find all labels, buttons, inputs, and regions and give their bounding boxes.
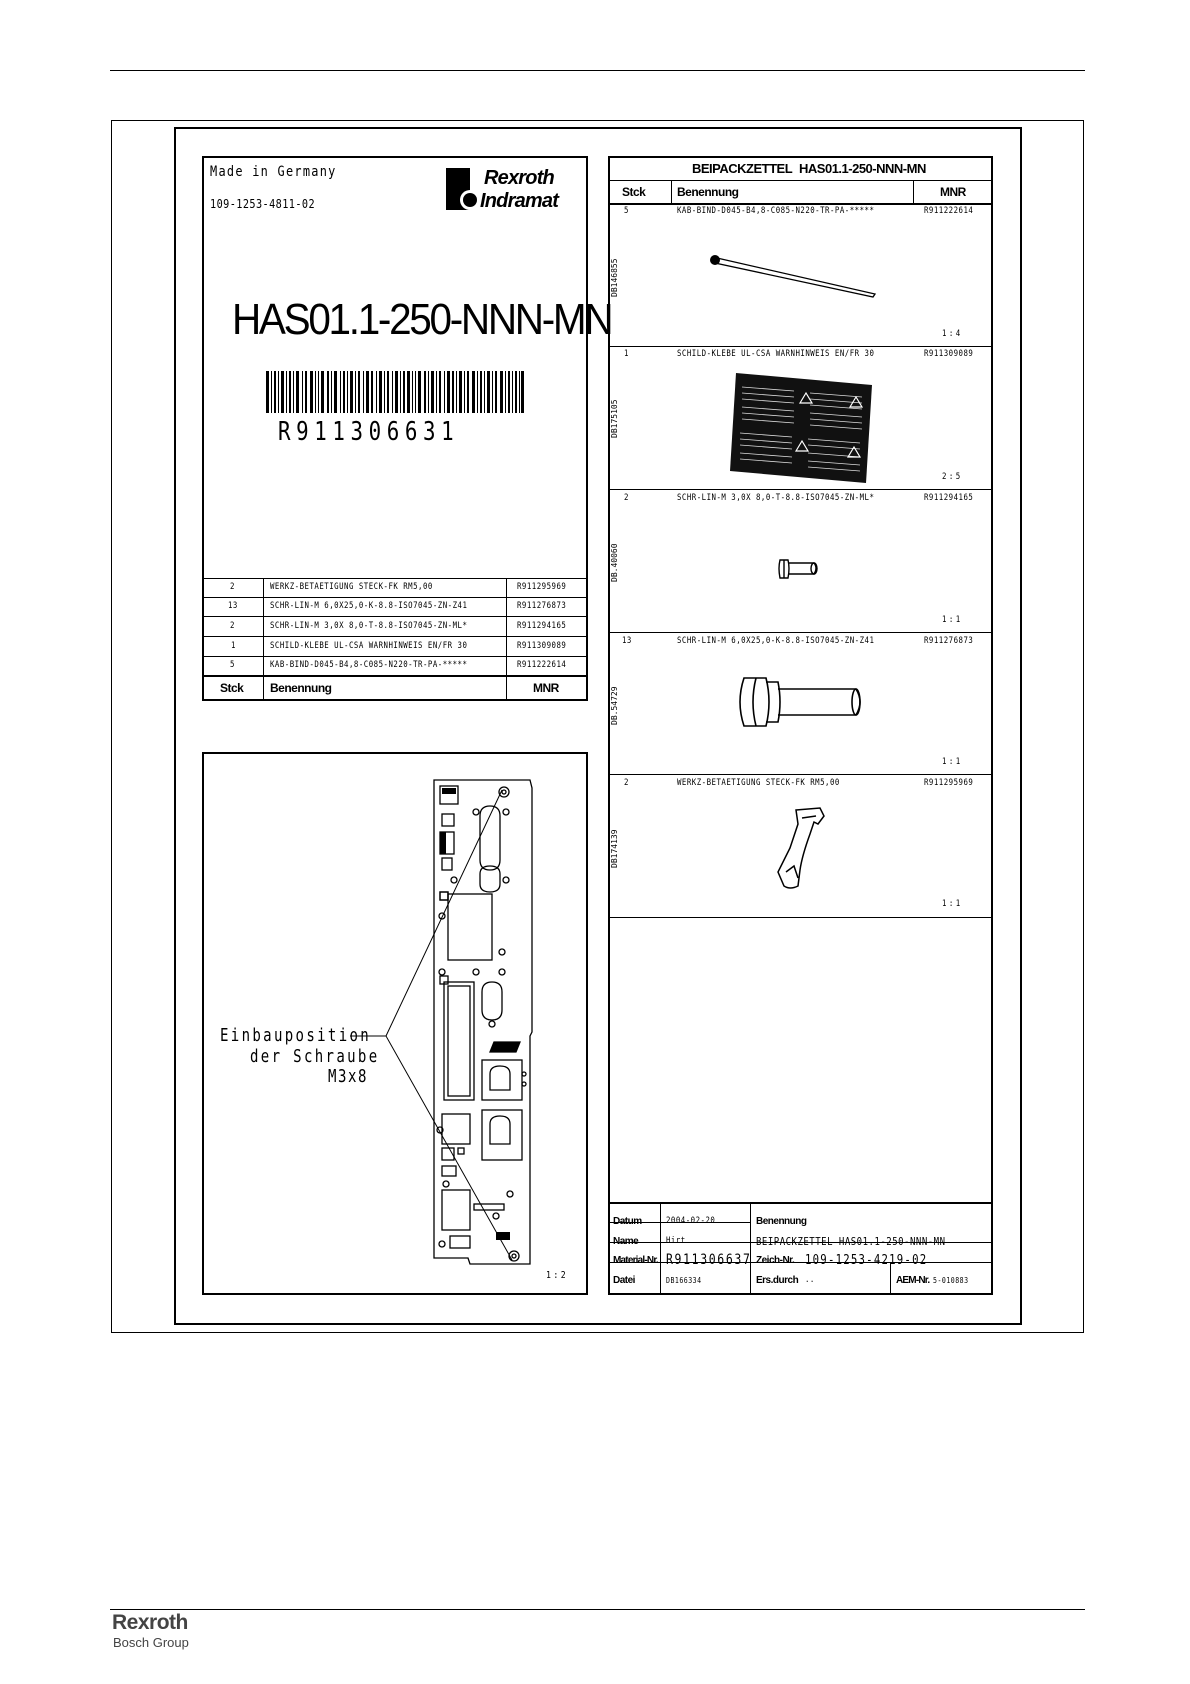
sheet-item-mnr: R911276873 bbox=[924, 636, 974, 646]
sheet-item-qty: 2 bbox=[624, 493, 629, 503]
label-col-stck: Stck bbox=[220, 681, 244, 695]
sheet-title-rule bbox=[609, 180, 992, 181]
sheet-title: BEIPACKZETTEL HAS01.1-250-NNN-MN bbox=[692, 161, 926, 176]
sheet-item-divider bbox=[609, 774, 992, 775]
sheet-item-side: DB.54729 bbox=[610, 686, 619, 725]
sheet-item-scale: 1:1 bbox=[942, 615, 963, 625]
sheet-item-side: DB.40060 bbox=[610, 543, 619, 582]
sheet-item-name: SCHR-LIN-M 6,0X25,0-K-8.8-ISO7045-ZN-Z41 bbox=[677, 636, 875, 646]
bottom-rule bbox=[110, 1609, 1085, 1610]
operating-tool-image bbox=[772, 806, 828, 890]
brand-name-1: Rexroth bbox=[484, 167, 554, 189]
footer-zeich-label: Zeich-Nr. bbox=[756, 1255, 795, 1266]
sheet-header-col bbox=[671, 180, 672, 204]
footer-datei-value: DB166334 bbox=[666, 1276, 702, 1285]
footer-col bbox=[660, 1203, 661, 1293]
sheet-item-mnr: R911309089 bbox=[924, 349, 974, 359]
label-row-name: SCHILD-KLEBE UL-CSA WARNHINWEIS EN/FR 30 bbox=[270, 641, 468, 651]
sheet-item-scale: 2:5 bbox=[942, 472, 963, 482]
sheet-col-mnr: MNR bbox=[940, 185, 966, 199]
label-row-qty: 2 bbox=[230, 621, 235, 631]
sheet-item-mnr: R911295969 bbox=[924, 778, 974, 788]
label-row-mnr: R911222614 bbox=[517, 660, 567, 670]
brand-logo bbox=[446, 166, 578, 214]
barcode-number: R911306631 bbox=[278, 417, 460, 447]
footer-col bbox=[750, 1203, 751, 1293]
sheet-col-stck: Stck bbox=[622, 185, 646, 199]
barcode bbox=[266, 371, 524, 413]
label-row-name: SCHR-LIN-M 3,0X 8,0-T-8.8-ISO7045-ZN-ML* bbox=[270, 621, 468, 631]
footer-top-rule bbox=[609, 1202, 992, 1204]
brand-name-2: Indramat bbox=[480, 190, 559, 212]
drawing-scale: 1:2 bbox=[546, 1270, 569, 1281]
product-code: HAS01.1-250-NNN-MN bbox=[232, 295, 612, 344]
sheet-item-side: DB174139 bbox=[610, 829, 619, 868]
small-screw-image bbox=[776, 554, 826, 584]
sheet-item-mnr: R911294165 bbox=[924, 493, 974, 503]
sheet-item-scale: 1:4 bbox=[942, 329, 963, 339]
label-row-name: SCHR-LIN-M 6,0X25,0-K-8.8-ISO7045-ZN-Z41 bbox=[270, 601, 468, 611]
sheet-item-name: SCHILD-KLEBE UL-CSA WARNHINWEIS EN/FR 30 bbox=[677, 349, 875, 359]
warning-label-image bbox=[730, 373, 872, 483]
sheet-item-qty: 13 bbox=[622, 636, 632, 646]
large-screw-image bbox=[736, 672, 866, 732]
label-table-line bbox=[203, 656, 587, 657]
footer-benennung-value: BEIPACKZETTEL HAS01.1-250-NNN-MN bbox=[756, 1235, 946, 1248]
sheet-header-col bbox=[913, 180, 914, 204]
sheet-item-scale: 1:1 bbox=[942, 757, 963, 767]
sheet-item-scale: 1:1 bbox=[942, 899, 963, 909]
label-row-qty: 13 bbox=[228, 601, 238, 611]
footer-material-label: Material-Nr. bbox=[613, 1255, 658, 1266]
annotation-line-1: Einbauposition bbox=[220, 1025, 372, 1046]
footer-datum-label: Datum bbox=[613, 1216, 642, 1227]
label-table-line bbox=[203, 636, 587, 637]
footer-name-value: Hirt bbox=[666, 1236, 686, 1246]
sheet-item-name: WERKZ-BETAETIGUNG STECK-FK RM5,00 bbox=[677, 778, 840, 788]
footer-material-value: R911306637 bbox=[666, 1252, 752, 1268]
annotation-line-3: M3x8 bbox=[328, 1066, 369, 1087]
label-code: 109-1253-4811-02 bbox=[210, 197, 316, 211]
label-table-line bbox=[203, 597, 587, 598]
sheet-header-rule bbox=[609, 203, 992, 205]
label-row-qty: 1 bbox=[231, 641, 236, 651]
label-row-qty: 5 bbox=[230, 660, 235, 670]
sheet-item-qty: 1 bbox=[624, 349, 629, 359]
label-col-benennung: Benennung bbox=[270, 681, 332, 695]
label-row-name: KAB-BIND-D045-B4,8-C085-N220-TR-PA-***** bbox=[270, 660, 468, 670]
sheet-item-side: DB146855 bbox=[610, 258, 619, 297]
label-table-line bbox=[203, 616, 587, 617]
label-row-name: WERKZ-BETAETIGUNG STECK-FK RM5,00 bbox=[270, 582, 433, 592]
footer-ersdurch-label: Ers.durch bbox=[756, 1275, 799, 1286]
sheet-item-name: KAB-BIND-D045-B4,8-C085-N220-TR-PA-***** bbox=[677, 206, 875, 216]
label-col-mnr: MNR bbox=[533, 681, 559, 695]
footer-datum-value: 2004-02-20 bbox=[666, 1216, 716, 1226]
label-table-col bbox=[263, 578, 264, 700]
top-rule bbox=[110, 70, 1085, 71]
sheet-item-divider bbox=[609, 489, 992, 490]
footer-zeich-value: 109-1253-4219-02 bbox=[805, 1253, 928, 1268]
footer-brand: Rexroth bbox=[112, 1611, 188, 1634]
footer-benennung-label: Benennung bbox=[756, 1216, 807, 1227]
label-table-col bbox=[506, 578, 507, 700]
label-row-qty: 2 bbox=[230, 582, 235, 592]
footer-aem-value: 5-010883 bbox=[933, 1276, 969, 1285]
label-row-mnr: R911276873 bbox=[517, 601, 567, 611]
sheet-item-qty: 5 bbox=[624, 206, 629, 216]
footer-group: Bosch Group bbox=[113, 1635, 189, 1650]
sheet-item-mnr: R911222614 bbox=[924, 206, 974, 216]
leader-lines bbox=[350, 776, 530, 1276]
sheet-item-divider bbox=[609, 346, 992, 347]
sheet-item-qty: 2 bbox=[624, 778, 629, 788]
annotation-line-2: der Schraube bbox=[250, 1046, 380, 1067]
made-in-text: Made in Germany bbox=[210, 164, 337, 180]
label-table-top bbox=[203, 578, 587, 579]
label-row-mnr: R911295969 bbox=[517, 582, 567, 592]
footer-name-label: Name bbox=[613, 1236, 639, 1247]
sheet-item-side: DB175105 bbox=[610, 399, 619, 438]
label-table-line bbox=[203, 675, 587, 677]
sheet-item-divider bbox=[609, 917, 992, 918]
label-row-mnr: R911294165 bbox=[517, 621, 567, 631]
label-row-mnr: R911309089 bbox=[517, 641, 567, 651]
cable-tie-image bbox=[705, 250, 905, 300]
sheet-item-name: SCHR-LIN-M 3,0X 8,0-T-8.8-ISO7045-ZN-ML* bbox=[677, 493, 875, 503]
footer-datei-label: Datei bbox=[613, 1275, 635, 1286]
footer-ersdurch-value: .. bbox=[805, 1275, 815, 1285]
footer-aem-label: AEM-Nr. bbox=[896, 1275, 930, 1286]
sheet-item-divider bbox=[609, 632, 992, 633]
sheet-col-benennung: Benennung bbox=[677, 185, 739, 199]
